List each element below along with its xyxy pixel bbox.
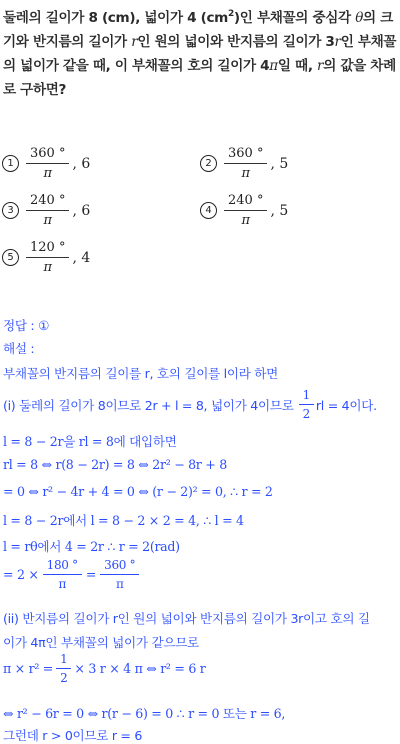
theta-symbol: θ <box>355 10 364 26</box>
solution-step-ii: (ii) 반지름의 길이가 r인 원의 넓이와 반지름의 길이가 3r이고 호의 길 <box>3 611 370 626</box>
numerator: 360 ° <box>100 558 139 575</box>
question-part: 의 값을 차례로 구하면? <box>3 58 396 98</box>
variable-r: r <box>131 34 138 50</box>
numerator: 360 ° <box>224 146 267 164</box>
option-number: 3 <box>2 202 19 219</box>
question-part: 인 원의 넓이와 반지름의 길이가 3 <box>137 34 335 50</box>
solution-line-fraction <box>3 558 399 591</box>
option-value: , 6 <box>72 202 91 219</box>
question-part: 일 때, <box>277 58 318 74</box>
solution-line-fraction <box>3 652 399 685</box>
option-value: , 4 <box>72 249 91 266</box>
option-value: , 6 <box>72 155 91 172</box>
option-number: 4 <box>200 202 217 219</box>
denominator: π <box>115 577 124 591</box>
solution-text: = 2 × <box>3 567 39 582</box>
option-fraction <box>26 240 69 275</box>
denominator: 2 <box>60 671 68 685</box>
pi-symbol: π <box>269 58 278 74</box>
fraction-180 <box>43 558 82 591</box>
numerator: 120 ° <box>26 240 69 258</box>
option-value: , 5 <box>270 155 289 172</box>
numerator: 1 <box>299 388 314 405</box>
question-part: 의 크기와 반지름의 길이가 <box>3 10 393 50</box>
question-part: 둘레의 길이가 8 (cm), 넓이가 4 (cm <box>3 10 228 26</box>
numerator: 180 ° <box>43 558 82 575</box>
option-number: 1 <box>2 155 19 172</box>
option-number: 5 <box>2 249 19 266</box>
solution-line: l = rθ에서 4 = 2r ∴ r = 2(rad) <box>3 539 180 554</box>
answer-line: 정답 : ① <box>3 318 50 333</box>
numerator: 240 ° <box>224 193 267 211</box>
option-fraction <box>26 146 69 181</box>
solution-conclusion: 그런데 r > 0이므로 r = 6 <box>3 728 143 743</box>
solution-line: l = 8 − 2r을 rl = 8에 대입하면 <box>3 434 177 449</box>
solution-intro: 부채꼴의 반지름의 길이를 r, 호의 길이를 l이라 하면 <box>3 366 279 381</box>
option-fraction <box>224 193 267 228</box>
option-4[interactable] <box>200 193 288 228</box>
explanation-label: 해설 : <box>3 341 35 356</box>
solution-line: rl = 8 ⇔ r(8 − 2r) = 8 ⇔ 2r² − 8r + 8 <box>3 457 227 472</box>
solution-line: l = 8 − 2r에서 l = 8 − 2 × 2 = 4, ∴ l = 4 <box>3 513 244 528</box>
option-value: , 5 <box>270 202 289 219</box>
option-2[interactable] <box>200 146 288 181</box>
variable-r: r <box>317 58 324 74</box>
numerator: 240 ° <box>26 193 69 211</box>
question-part: 인 부채꼴의 넓이가 같을 때, 이 부채꼴의 호의 길이가 4 <box>3 34 397 74</box>
denominator: π <box>241 166 250 181</box>
denominator: π <box>43 260 52 275</box>
question-text <box>3 2 399 102</box>
fraction-360 <box>100 558 139 591</box>
half-fraction <box>56 652 71 685</box>
option-fraction <box>224 146 267 181</box>
option-5[interactable] <box>2 240 90 275</box>
solution-text: rl = 4이다. <box>315 398 377 413</box>
option-3[interactable] <box>2 193 90 228</box>
denominator: π <box>58 577 67 591</box>
solution-line: ⇔ r² − 6r = 0 ⇔ r(r − 6) = 0 ∴ r = 0 또는 r = 6, <box>3 706 286 721</box>
half-fraction <box>299 388 314 421</box>
solution-text: = <box>85 567 97 582</box>
numerator: 360 ° <box>26 146 69 164</box>
denominator: π <box>43 213 52 228</box>
solution-text: (i) 둘레의 길이가 8이므로 2r + l = 8, 넓이가 4이므로 <box>3 398 294 413</box>
solution-line: = 0 ⇔ r² − 4r + 4 = 0 ⇔ (r − 2)² = 0, ∴ r = 2 <box>3 484 273 499</box>
variable-r: r <box>334 34 341 50</box>
superscript: 2 <box>228 9 234 19</box>
question-part: )인 부채꼴의 중심각 <box>233 10 356 26</box>
denominator: 2 <box>302 407 310 421</box>
denominator: π <box>241 213 250 228</box>
option-fraction <box>26 193 69 228</box>
solution-text: π × r² = <box>3 661 54 676</box>
option-number: 2 <box>200 155 217 172</box>
solution-line: 이가 4π인 부채꼴의 넓이가 같으므로 <box>3 635 199 650</box>
solution-step-i <box>3 388 399 421</box>
solution-text: × 3 r × 4 π ⇔ r² = 6 r <box>74 661 206 676</box>
denominator: π <box>43 166 52 181</box>
option-1[interactable] <box>2 146 90 181</box>
numerator: 1 <box>56 652 71 669</box>
